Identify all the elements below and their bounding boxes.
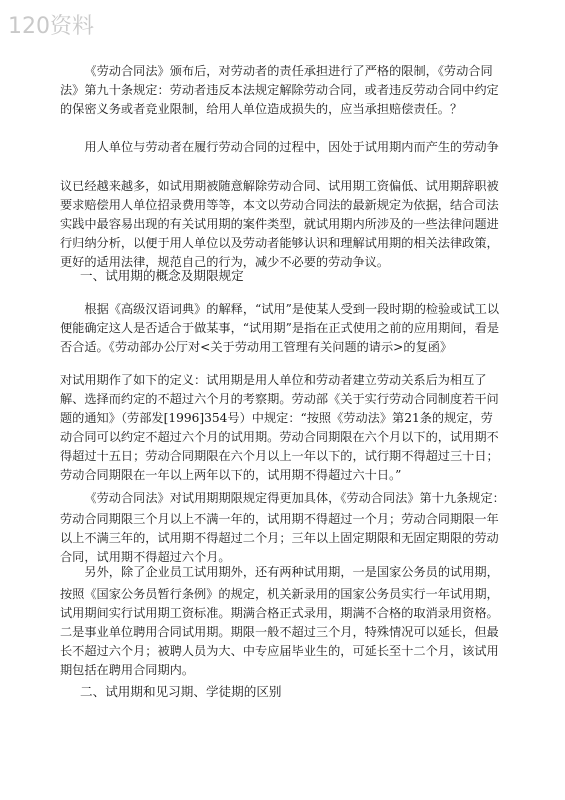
watermark-logo: 120资料 xyxy=(8,14,94,39)
paragraph-dispute-body: 议已经越来越多，如试用期被随意解除劳动合同、试用期工资偏低、试用期辞职被要求赔偿用人单位招录费用等等，本文以劳动合同法的最新规定为依据，结合司法实践中最容易出现的有关试用期的案件类型，就试用期内所涉及的一些法律问题进行归纳分析，以便于用人单位以及劳动者能够认识和理解试用期的相关法律政策，更好的适用法律，规范自己的行为，减少不必要的劳动争议。 xyxy=(60,179,499,269)
section-heading-1: 一、试用期的概念及期限规定 xyxy=(80,268,244,283)
paragraph-definition: 根据《高级汉语词典》的解释，“试用”是使某人受到一段时期的检验或试工以便能确定这人是否适合于做某事，“试用期”是指在正式使用之前的应用期间，看是否合适。《劳动部办公厅对<关于劳动用工管理有关问题的请示>的复函》 xyxy=(60,302,500,354)
paragraph-civil-servant-probation: 按照《国家公务员暂行条例》的规定，机关新录用的国家公务员实行一年试用期，试用期间实行试用期工资标准。期满合格正式录用，期满不合格的取消录用资格。二是事业单位聘用合同试用期。期限一般不超过三个月，特殊情况可以延长，但最长不超过六个月；被聘人员为大、中专应届毕业生的，可延长至十二个月，该试用期包括在聘用合同期内。 xyxy=(60,587,499,677)
paragraph-labor-contract-law: 《劳动合同法》对试用期期限规定得更加具体，《劳动合同法》第十九条规定： xyxy=(84,491,505,505)
paragraph-probation-definition: 对试用期作了如下的定义：试用期是用人单位和劳动者建立劳动关系后为相互了解、选择而约定的不超过六个月的考察期。劳动部《关于实行劳动合同制度若干问题的通知》（劳部发[1996]354号）中规定：“按照《劳动法》第21条的规定，劳动合同可以约定不超过六个月的试用期。劳动合同期限在六个月以下的，试用期不得超过十五日；劳动合同期限在六个月以上一年以下的，试行期不得超过三十日；劳动合同期限在一年以上两年以下的，试用期不得超过六十日。” xyxy=(60,373,499,482)
paragraph-term-limits: 劳动合同期限三个月以上不满一年的，试用期不得超过一个月；劳动合同期限一年以上不满三年的，试用期不得超过二个月；三年以上固定期限和无固定期限的劳动合同，试用期不得超过六个月。 xyxy=(60,512,499,564)
paragraph-liability: 《劳动合同法》颁布后，对劳动者的责任承担进行了严格的限制，《劳动合同法》第九十条规定：劳动者违反本法规定解除劳动合同，或者违反劳动合同中约定的保密义务或者竞业限制，给用人单位造成损失的，应当承担赔偿责任。？ xyxy=(60,64,499,116)
section-heading-2: 二、试用期和见习期、学徒期的区别 xyxy=(80,684,282,699)
paragraph-other-probation-intro: 另外，除了企业员工试用期外，还有两种试用期，一是国家公务员的试用期， xyxy=(84,565,499,579)
paragraph-dispute-intro: 用人单位与劳动者在履行劳动合同的过程中，因处于试用期内而产生的劳动争 xyxy=(84,140,499,154)
